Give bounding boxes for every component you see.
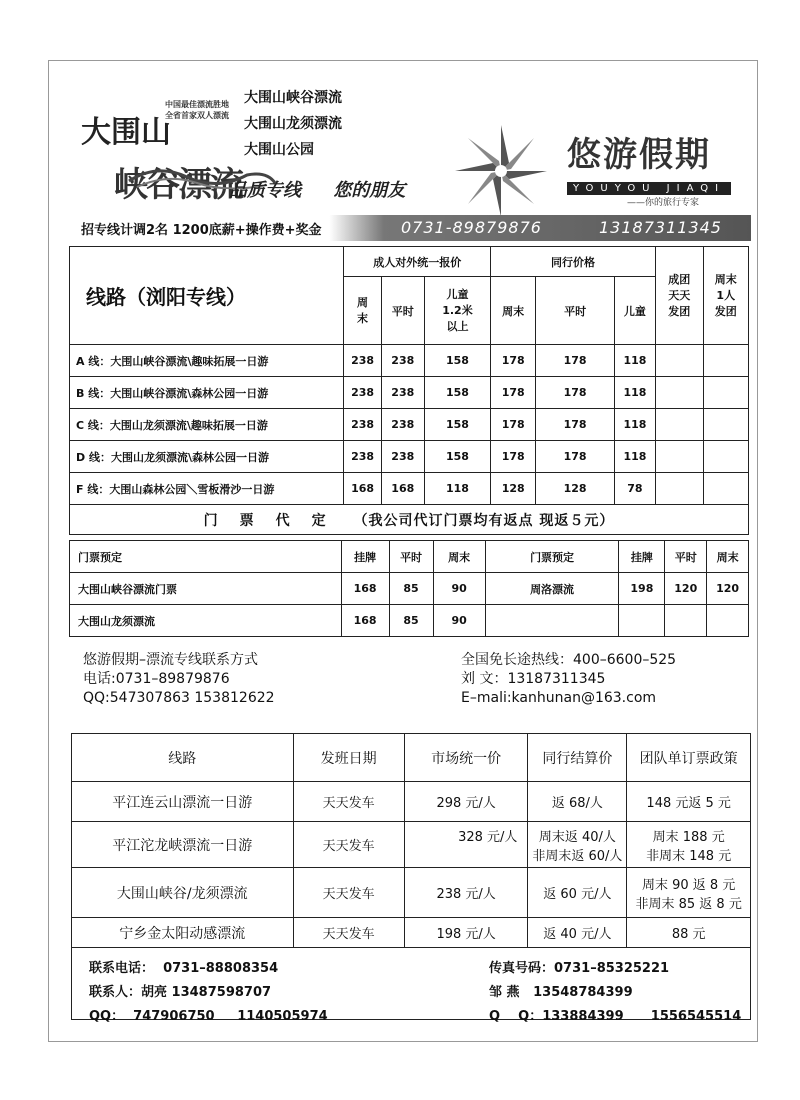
ticket-col: 平时: [665, 541, 707, 573]
price-cell: 168: [344, 473, 381, 505]
flyer-page: [48, 60, 758, 1042]
empty-cell: [485, 605, 619, 637]
price-cell: 158: [424, 409, 490, 441]
route-name: A 线：大围山峡谷漂流\趣味拓展一日游: [70, 345, 344, 377]
ticket-col: 周末: [433, 541, 485, 573]
ticket-col: 周末: [707, 541, 749, 573]
product-2: 大围山龙须漂流: [244, 116, 342, 132]
price-cell: 198 元/人: [404, 918, 528, 948]
recruit-phone-1: 0731-89879876: [401, 218, 542, 237]
group-adult: 成人对外统一报价: [344, 247, 491, 277]
footer-qq-label: QQ：: [89, 1009, 125, 1024]
table-row: [72, 918, 751, 948]
peer-line: 非周末返 60/人: [532, 848, 623, 864]
product-list: [244, 85, 342, 163]
route-name: F 线：大围山森林公园＼雪板滑沙一日游: [70, 473, 344, 505]
footer-person2-value: 13548784399: [533, 985, 633, 1000]
peer-cell: 返 60 元/人: [528, 868, 627, 918]
footer-qq2-label: Q Q：: [489, 1009, 543, 1024]
table-row: [72, 868, 751, 918]
col-header: 同行结算价: [528, 734, 627, 782]
policy-cell: [627, 868, 751, 918]
empty-cell: [703, 441, 748, 473]
col-header: 线路: [72, 734, 294, 782]
ticket-price: 120: [707, 573, 749, 605]
brand-pinyin: YOUYOU JIAQI: [567, 182, 731, 195]
route-name: 平江沱龙峡漂流一日游: [72, 822, 294, 868]
table-row: [70, 573, 749, 605]
price-cell: 128: [490, 473, 535, 505]
ticket-col: 平时: [389, 541, 433, 573]
route-name: D 线：大围山龙须漂流\森林公园一日游: [70, 441, 344, 473]
price-cell: 118: [614, 345, 655, 377]
table-row: [70, 605, 749, 637]
empty-cell: [665, 605, 707, 637]
footer-person2: [489, 981, 633, 1000]
price-cell: 158: [424, 441, 490, 473]
policy-line: 周末 188 元: [652, 829, 725, 845]
price-cell: 238: [344, 409, 381, 441]
slogan-b: 您的朋友: [333, 180, 406, 201]
price-cell: 178: [536, 345, 614, 377]
brand-name: 悠游假期: [567, 135, 711, 175]
policy-line: 非周末 85 返 8 元: [635, 896, 742, 912]
ticket-price: 198: [619, 573, 665, 605]
contact-left: [83, 651, 275, 708]
contact-phone: 电话:0731–89879876: [83, 671, 230, 687]
price-cell: 168: [381, 473, 424, 505]
ticket-name: 大围山龙须漂流: [70, 605, 342, 637]
price-cell: 78: [614, 473, 655, 505]
slogan-a: 品质专线: [229, 180, 301, 201]
footer-tel-value: 0731–88808354: [163, 961, 279, 976]
contact-right: [461, 651, 676, 708]
recruit-bar: [71, 215, 751, 241]
contact-email: E–mali:kanhunan@163.com: [461, 690, 657, 706]
footer-qq2-value: 133884399 1556545514: [542, 1009, 742, 1024]
col-header: 团队单订票政策: [627, 734, 751, 782]
price-cell: 238: [344, 345, 381, 377]
ticket-header-left: 门票预定: [70, 541, 342, 573]
price-cell: 178: [490, 409, 535, 441]
footer-qq: [89, 1005, 328, 1024]
ticket-table: [69, 540, 749, 637]
contact-hotline: 全国免长途热线：400–6600–525: [461, 652, 677, 668]
peer-cell: 返 40 元/人: [528, 918, 627, 948]
price-cell: 178: [536, 377, 614, 409]
brand-tagline: ——你的旅行专家: [627, 198, 700, 208]
table-row: [70, 345, 749, 377]
policy-line: 非周末 148 元: [646, 848, 732, 864]
price-cell: 178: [490, 345, 535, 377]
liuyang-price-table: [69, 246, 749, 535]
empty-cell: [656, 409, 703, 441]
ticket-price: 85: [389, 573, 433, 605]
price-cell: 178: [490, 377, 535, 409]
footer-qq-value: 747906750 1140505974: [133, 1009, 328, 1024]
logo-small-2: 全省首家双人漂流: [165, 111, 229, 120]
route-name: C 线：大围山龙须漂流\趣味拓展一日游: [70, 409, 344, 441]
empty-cell: [707, 605, 749, 637]
price-cell: [404, 822, 528, 868]
footer-tel: [89, 957, 278, 976]
price-cell: 298 元/人: [404, 782, 528, 822]
empty-cell: [703, 473, 748, 505]
ticket-banner: [70, 505, 749, 535]
price-cell: 118: [614, 441, 655, 473]
price-cell: 118: [614, 377, 655, 409]
policy-cell: 88 元: [627, 918, 751, 948]
footer-person-value: 胡亮 13487598707: [141, 985, 272, 1000]
product-1: 大围山峡谷漂流: [244, 90, 342, 106]
empty-cell: [656, 473, 703, 505]
footer-person2-label: 邹 燕: [489, 985, 520, 1000]
star-logo-icon: [451, 121, 551, 221]
route-name: B 线：大围山峡谷漂流\森林公园一日游: [70, 377, 344, 409]
sub-header: 周末: [490, 277, 535, 345]
ticket-header-right: 门票预定: [485, 541, 619, 573]
table-row: [72, 782, 751, 822]
policy-cell: 148 元返 5 元: [627, 782, 751, 822]
date-cell: 天天发车: [293, 868, 404, 918]
footer-fax: [489, 957, 669, 976]
table-row: [70, 409, 749, 441]
col-weekend: 周末1人发团: [703, 247, 748, 345]
peer-cell: [528, 822, 627, 868]
empty-cell: [619, 605, 665, 637]
table-row: [70, 377, 749, 409]
route-name: 平江连云山漂流一日游: [72, 782, 294, 822]
contact-person: 刘 文：13187311345: [461, 671, 606, 687]
price-cell: 238: [344, 377, 381, 409]
price-cell: 238: [381, 345, 424, 377]
empty-cell: [656, 345, 703, 377]
col-header: 发班日期: [293, 734, 404, 782]
price-cell: 238: [381, 377, 424, 409]
empty-cell: [703, 377, 748, 409]
ticket-price: 120: [665, 573, 707, 605]
recruit-text: 招专线计调2名 1200底薪+操作费+奖金: [81, 223, 322, 238]
route-name: 大围山峡谷/龙须漂流: [72, 868, 294, 918]
table-row: [70, 441, 749, 473]
ticket-price: 90: [433, 573, 485, 605]
price-cell: 178: [490, 441, 535, 473]
sub-header: 周末: [344, 277, 381, 345]
slogan: [229, 176, 431, 202]
sub-header: 儿童1.2米以上: [424, 277, 490, 345]
ticket-name: 大围山峡谷漂流门票: [70, 573, 342, 605]
logo-line2: 峡谷漂流: [114, 165, 242, 205]
ticket-banner-a: 门票代定: [203, 512, 348, 529]
logo-small-text: [165, 99, 229, 121]
group-peer: 同行价格: [490, 247, 655, 277]
ticket-col: 挂牌: [341, 541, 389, 573]
ticket-price: 85: [389, 605, 433, 637]
footer-fax-value: 0731–85325221: [554, 961, 670, 976]
ticket-col: 挂牌: [619, 541, 665, 573]
price-cell: 118: [614, 409, 655, 441]
logo-small-1: 中国最佳漂流胜地: [165, 100, 229, 109]
brand-block: [567, 127, 731, 208]
table-title: 线路（浏阳专线）: [70, 247, 344, 345]
footer-person-label: 联系人：: [89, 985, 142, 1000]
ticket-price: 168: [341, 573, 389, 605]
date-cell: 天天发车: [293, 822, 404, 868]
empty-cell: [656, 377, 703, 409]
price-cell: 158: [424, 345, 490, 377]
col-header: 市场统一价: [404, 734, 528, 782]
price-cell: 158: [424, 377, 490, 409]
other-routes-table: [71, 733, 751, 1020]
product-3: 大围山公园: [244, 142, 314, 158]
table-row: [72, 822, 751, 868]
footer-tel-label: 联系电话：: [89, 961, 155, 976]
price-cell: 128: [536, 473, 614, 505]
ticket-price: 168: [341, 605, 389, 637]
peer-cell: 返 68/人: [528, 782, 627, 822]
price-cell: 178: [536, 441, 614, 473]
date-cell: 天天发车: [293, 782, 404, 822]
peer-line: 周末返 40/人: [538, 829, 616, 845]
logo-line1: 大围山: [81, 115, 171, 150]
col-daily: 成团天天发团: [656, 247, 703, 345]
price-value: 328 元/人: [458, 830, 518, 845]
footer-qq2: [489, 1005, 741, 1024]
recruit-phone-2: 13187311345: [599, 218, 722, 237]
price-cell: 238: [381, 409, 424, 441]
sub-header: 儿童: [614, 277, 655, 345]
sub-header: 平时: [536, 277, 614, 345]
policy-cell: [627, 822, 751, 868]
route-name: 宁乡金太阳动感漂流: [72, 918, 294, 948]
footer-fax-label: 传真号码：: [489, 961, 555, 976]
empty-cell: [656, 441, 703, 473]
ticket-banner-b: （我公司代订门票均有返点 现返５元）: [353, 512, 615, 529]
empty-cell: [703, 345, 748, 377]
price-cell: 178: [536, 409, 614, 441]
price-cell: 238: [344, 441, 381, 473]
ticket-name: 周洛漂流: [485, 573, 619, 605]
empty-cell: [703, 409, 748, 441]
price-cell: 238: [381, 441, 424, 473]
footer-person: [89, 981, 271, 1000]
price-cell: 118: [424, 473, 490, 505]
sub-header: 平时: [381, 277, 424, 345]
price-cell: 238 元/人: [404, 868, 528, 918]
contact-title: 悠游假期–漂流专线联系方式: [83, 652, 258, 668]
table-row: [70, 473, 749, 505]
policy-line: 周末 90 返 8 元: [641, 877, 736, 893]
ticket-price: 90: [433, 605, 485, 637]
date-cell: 天天发车: [293, 918, 404, 948]
contact-qq: QQ:547307863 153812622: [83, 690, 275, 706]
